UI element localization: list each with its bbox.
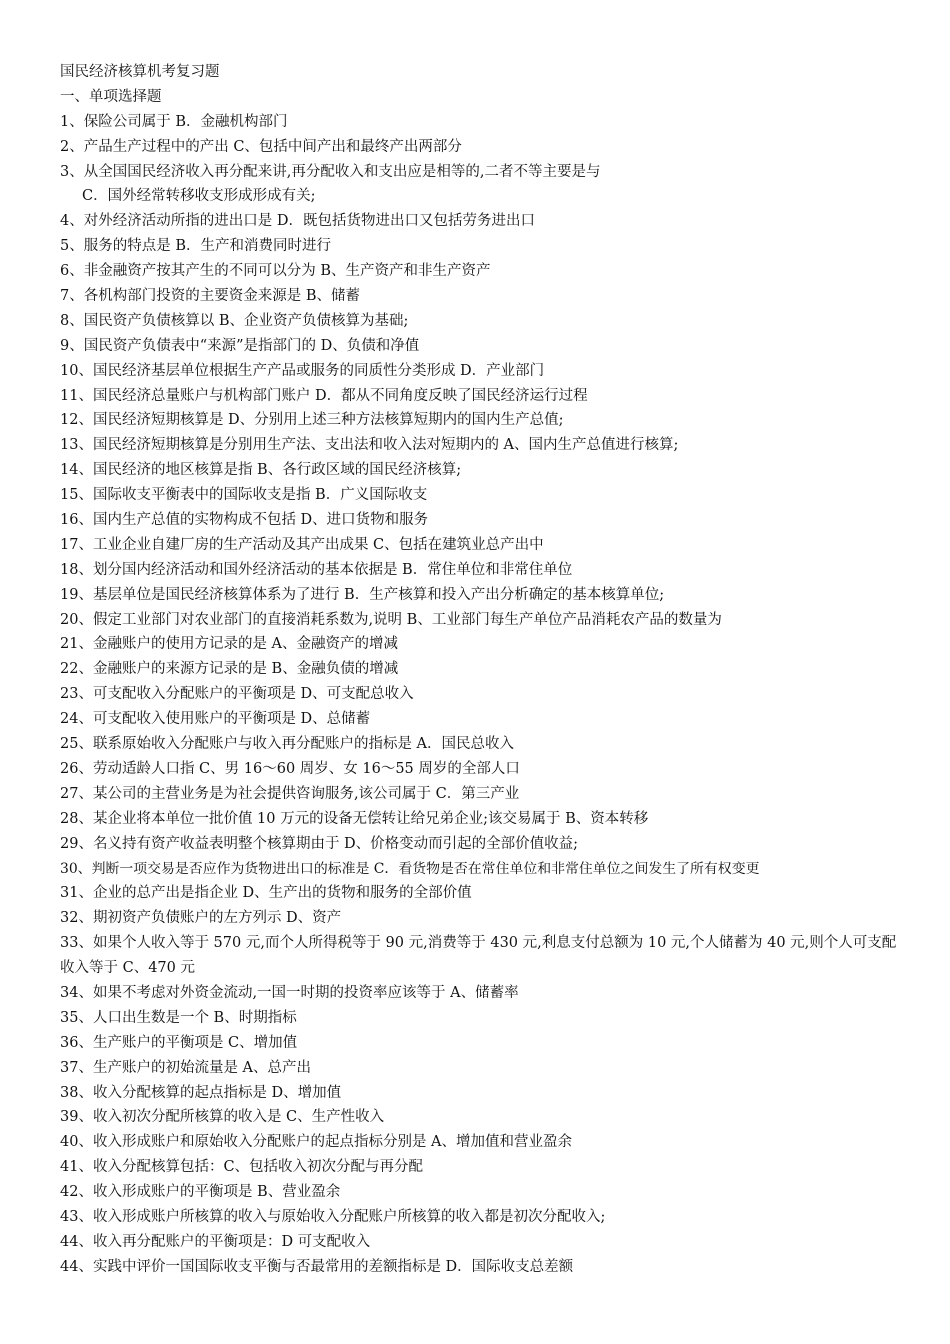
question-line: 32、期初资产负债账户的左方列示 D、资产 bbox=[60, 910, 342, 927]
question-line-continuation: C．国外经常转移收支形成形成有关; bbox=[82, 188, 316, 205]
question-line: 14、国民经济的地区核算是指 B、各行政区域的国民经济核算; bbox=[60, 462, 462, 479]
question-line: 23、可支配收入分配账户的平衡项是 D、可支配总收入 bbox=[60, 686, 414, 703]
question-line: 6、非金融资产按其产生的不同可以分为 B、生产资产和非生产资产 bbox=[60, 263, 491, 280]
question-line: 34、如果不考虑对外资金流动,一国一时期的投资率应该等于 A、储蓄率 bbox=[60, 984, 519, 1001]
question-line: 8、国民资产负债核算以 B、企业资产负债核算为基础; bbox=[60, 312, 409, 329]
question-line: 43、收入形成账户所核算的收入与原始收入分配账户所核算的收入都是初次分配收入; bbox=[60, 1209, 606, 1225]
question-line: 37、生产账户的初始流量是 A、总产出 bbox=[60, 1059, 312, 1076]
question-line: 15、国际收支平衡表中的国际收支是指 B．广义国际收支 bbox=[60, 487, 428, 504]
question-line: 16、国内生产总值的实物构成不包括 D、进口货物和服务 bbox=[60, 512, 429, 529]
question-line: 5、服务的特点是 B．生产和消费同时进行 bbox=[60, 238, 331, 255]
question-line: 28、某企业将本单位一批价值 10 万元的设备无偿转让给兄弟企业;该交易属于 B、资本转移 bbox=[60, 810, 649, 827]
question-line: 13、国民经济短期核算是分别用生产法、支出法和收入法对短期内的 A、国内生产总值进行核算; bbox=[60, 437, 679, 454]
document-title: 国民经济核算机考复习题 bbox=[60, 64, 220, 80]
question-line: 41、收入分配核算包括：C、包括收入初次分配与再分配 bbox=[60, 1159, 424, 1176]
question-line: 1、保险公司属于 B．金融机构部门 bbox=[60, 113, 288, 130]
question-line: 25、联系原始收入分配账户与收入再分配账户的指标是 A．国民总收入 bbox=[60, 736, 515, 753]
question-line: 30、判断一项交易是否应作为货物进出口的标准是 C．看货物是否在常住单位和非常住单位之间发生了所有权变更 bbox=[60, 860, 760, 877]
question-line: 42、收入形成账户的平衡项是 B、营业盈余 bbox=[60, 1184, 341, 1201]
question-line: 2、产品生产过程中的产出 C、包括中间产出和最终产出两部分 bbox=[60, 138, 462, 155]
question-line: 27、某公司的主营业务是为社会提供咨询服务,该公司属于 C．第三产业 bbox=[60, 785, 520, 802]
question-line: 36、生产账户的平衡项是 C、增加值 bbox=[60, 1034, 298, 1051]
question-line: 44、实践中评价一国国际收支平衡与否最常用的差额指标是 D．国际收支总差额 bbox=[60, 1258, 574, 1275]
question-line: 4、对外经济活动所指的进出口是 D．既包括货物进出口又包括劳务进出口 bbox=[60, 213, 535, 230]
question-line: 29、名义持有资产收益表明整个核算期由于 D、价格变动而引起的全部价值收益; bbox=[60, 835, 579, 852]
question-line: 22、金融账户的来源方记录的是 B、金融负债的增减 bbox=[60, 661, 399, 678]
question-line: 38、收入分配核算的起点指标是 D、增加值 bbox=[60, 1084, 342, 1101]
question-line: 12、国民经济短期核算是 D、分别用上述三种方法核算短期内的国内生产总值; bbox=[60, 412, 564, 429]
question-line: 3、从全国国民经济收入再分配来讲,再分配收入和支出应是相等的,二者不等主要是与 bbox=[60, 163, 601, 180]
section-heading: 一、单项选择题 bbox=[60, 88, 162, 105]
question-line: 40、收入形成账户和原始收入分配账户的起点指标分别是 A、增加值和营业盈余 bbox=[60, 1134, 573, 1151]
document-body bbox=[60, 60, 900, 1280]
question-line: 7、各机构部门投资的主要资金来源是 B、储蓄 bbox=[60, 288, 360, 305]
question-line: 26、劳动适龄人口指 C、男 16～60 周岁、女 16～55 周岁的全部人口 bbox=[60, 760, 520, 777]
question-line-wrapped: 33、如果个人收入等于 570 元,而个人所得税等于 90 元,消费等于 430 元,利息支付总额为 10 元,个人储蓄为 40 元,则个人可支配收入等于 C、470 元 bbox=[60, 935, 897, 977]
question-line: 24、可支配收入使用账户的平衡项是 D、总储蓄 bbox=[60, 711, 371, 728]
question-line: 44、收入再分配账户的平衡项是：D 可支配收入 bbox=[60, 1233, 371, 1250]
question-line: 39、收入初次分配所核算的收入是 C、生产性收入 bbox=[60, 1109, 385, 1126]
question-line: 18、划分国内经济活动和国外经济活动的基本依据是 B．常住单位和非常住单位 bbox=[60, 561, 573, 578]
question-line: 20、假定工业部门对农业部门的直接消耗系数为,说明 B、工业部门每生产单位产品消耗农产品的数量为 bbox=[60, 611, 722, 628]
question-line: 17、工业企业自建厂房的生产活动及其产出成果 C、包括在建筑业总产出中 bbox=[60, 536, 544, 553]
question-line: 11、国民经济总量账户与机构部门账户 D．都从不同角度反映了国民经济运行过程 bbox=[60, 387, 588, 404]
question-line: 9、国民资产负债表中“来源”是指部门的 D、负债和净值 bbox=[60, 337, 420, 354]
question-line: 35、人口出生数是一个 B、时期指标 bbox=[60, 1009, 297, 1026]
question-line: 21、金融账户的使用方记录的是 A、金融资产的增减 bbox=[60, 636, 399, 653]
question-line: 19、基层单位是国民经济核算体系为了进行 B．生产核算和投入产出分析确定的基本核算单位; bbox=[60, 586, 665, 603]
question-line: 31、企业的总产出是指企业 D、生产出的货物和服务的全部价值 bbox=[60, 885, 472, 902]
question-line: 10、国民经济基层单位根据生产产品或服务的同质性分类形成 D．产业部门 bbox=[60, 362, 545, 379]
